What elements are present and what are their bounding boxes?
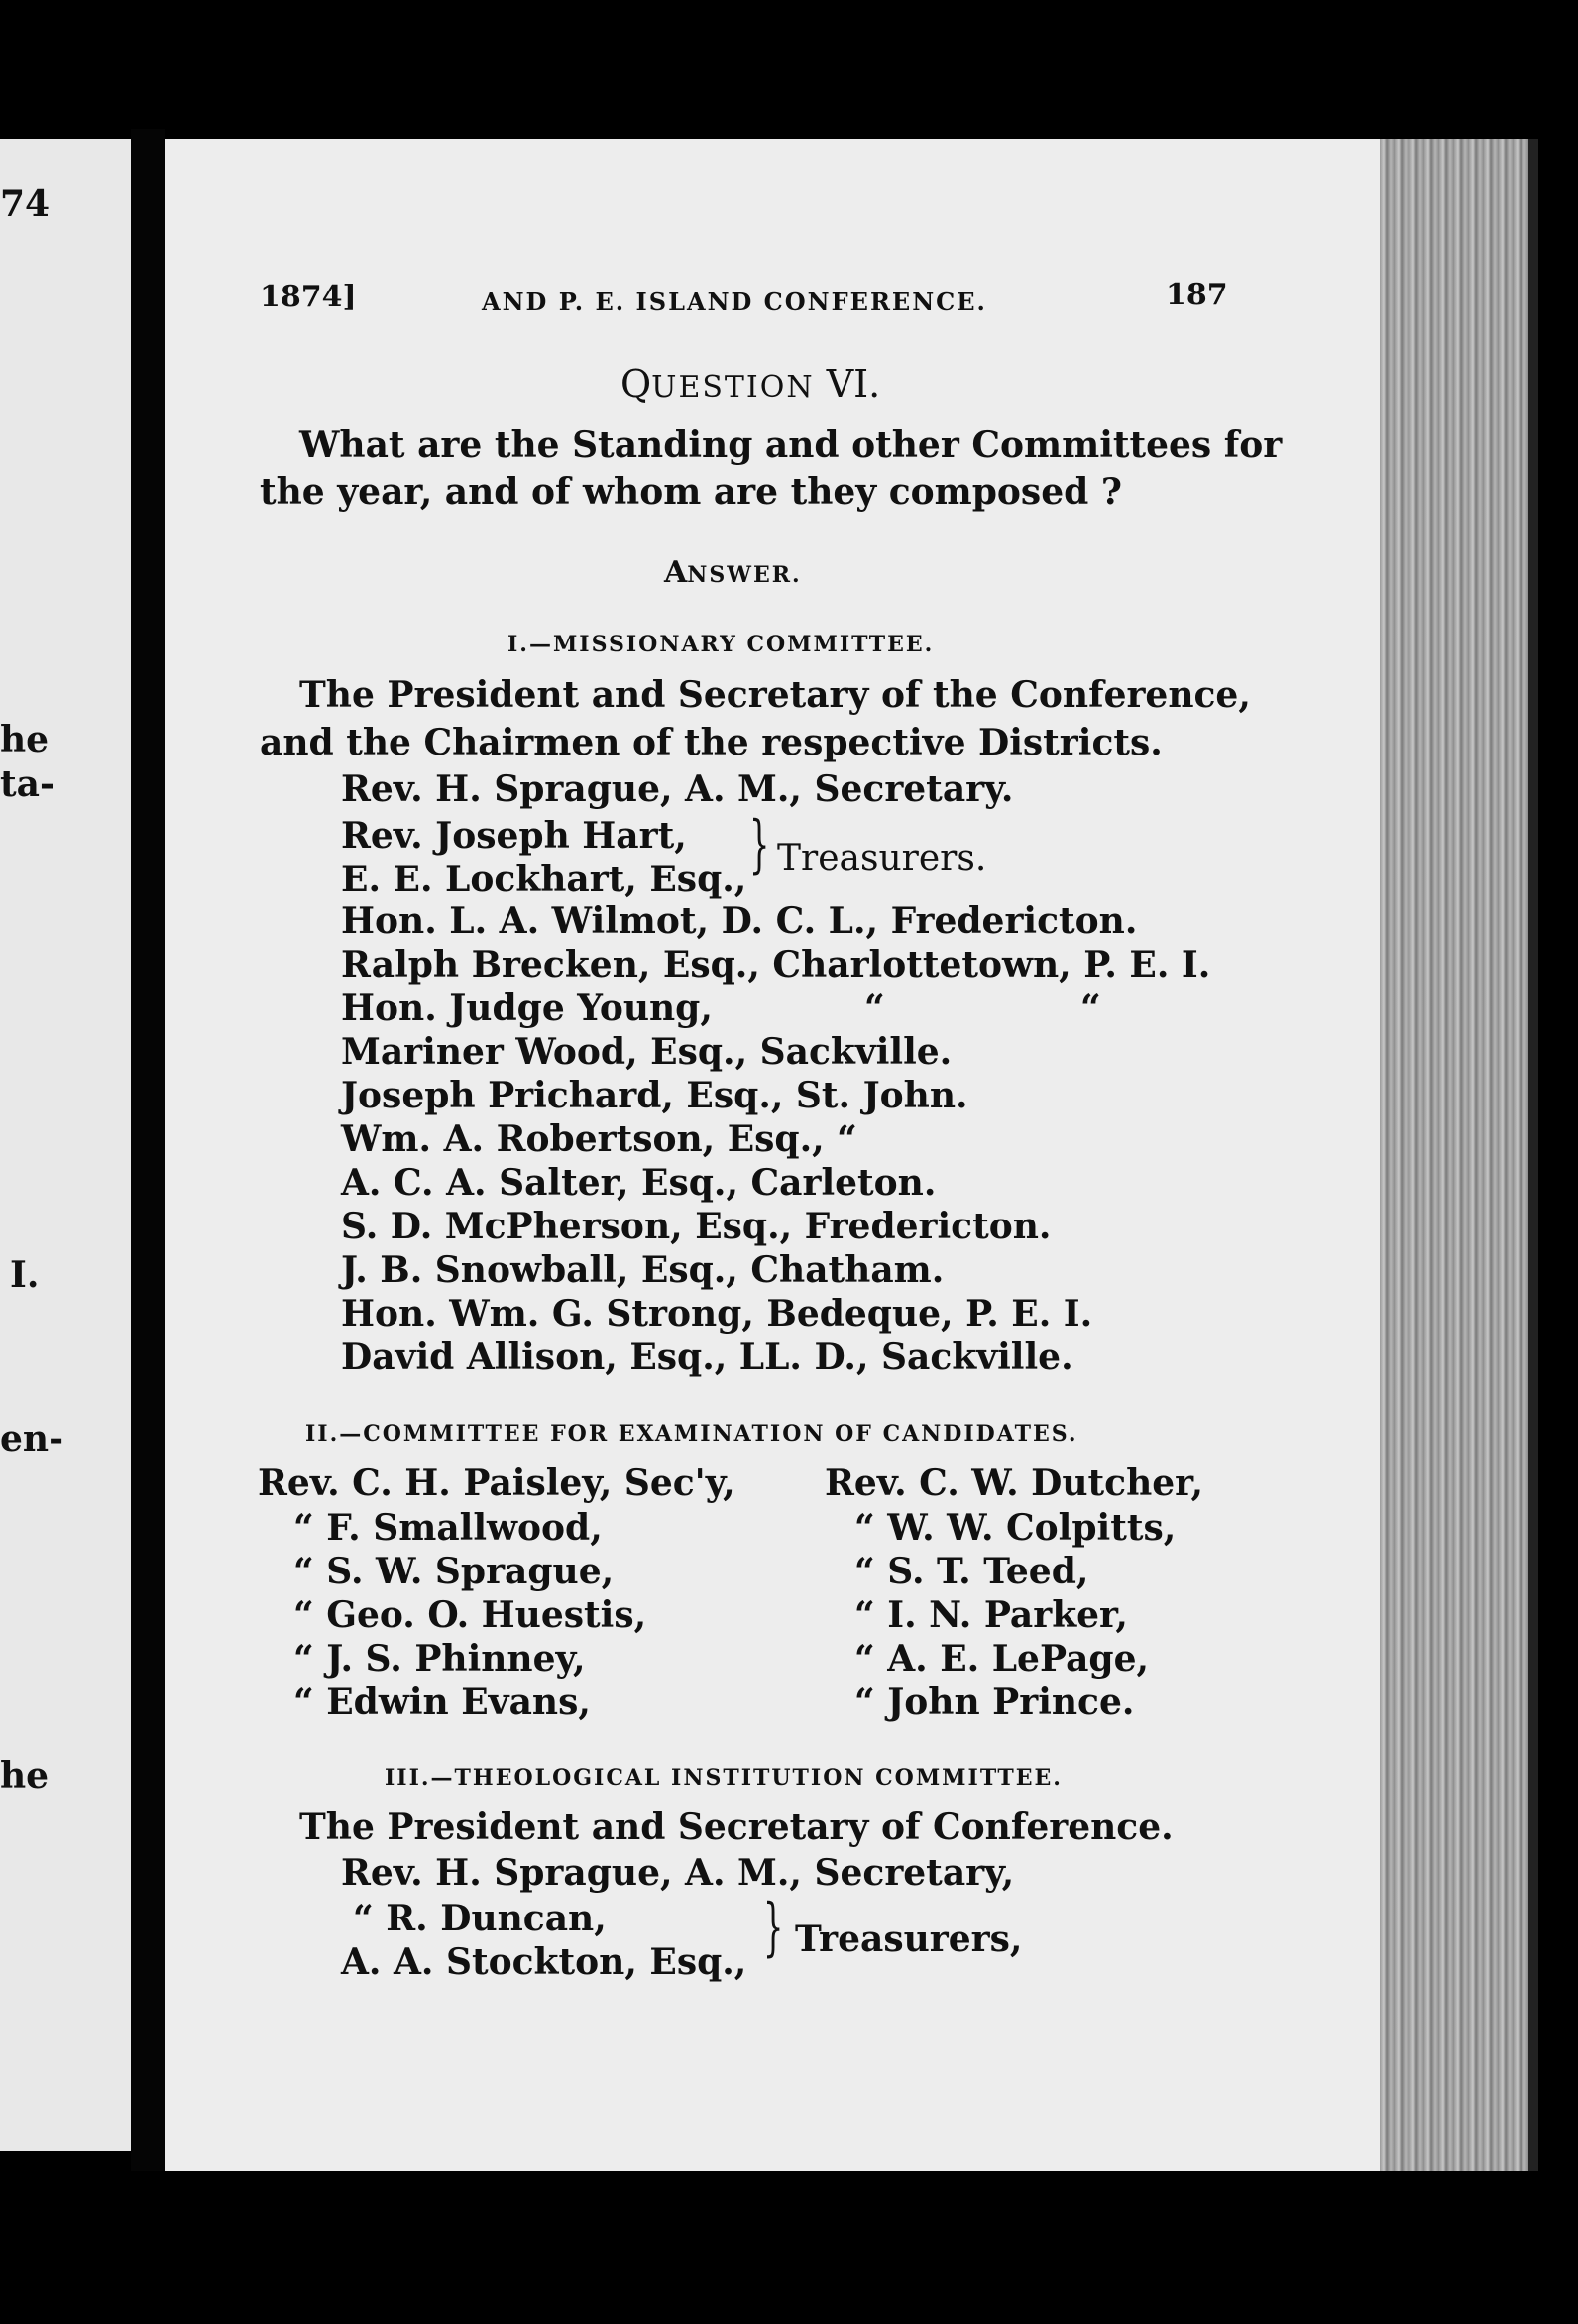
treasurers-label: Treasurers. [777,838,987,878]
exam-right-entry: “ A. E. LePage, [854,1638,1149,1680]
page-edges-shadow [1528,139,1538,2171]
member-line: S. D. McPherson, Esq., Fredericton. [341,1206,1052,1247]
exam-right-entry: “ S. T. Teed, [854,1551,1089,1592]
left-fragment: he [0,1755,50,1797]
missionary-secretary: Rev. H. Sprague, A. M., Secretary. [341,768,1014,810]
left-fragment: I. [10,1254,40,1296]
left-fragment: ta- [0,763,55,805]
ditto-mark: “ [1080,988,1101,1029]
exam-right-entry: “ John Prince. [854,1682,1135,1723]
question-text-line: the year, and of whom are they composed ? [260,471,1122,513]
question-title-small: UESTION [651,370,815,405]
member-line: Joseph Prichard, Esq., St. John. [341,1075,968,1116]
exam-right-entry: Rev. C. W. Dutcher, [825,1462,1204,1504]
missionary-intro: and the Chairmen of the respective Districts. [260,722,1163,763]
member-line: A. C. A. Salter, Esq., Carleton. [341,1162,937,1204]
brace: } [749,808,770,881]
member-line: Hon. Judge Young, [341,988,713,1029]
exam-left-entry: “ S. W. Sprague, [293,1551,615,1592]
page-number: 187 [1166,278,1228,312]
question-title [620,362,880,406]
member-line: Wm. A. Robertson, Esq., “ [341,1118,857,1160]
member-line: Ralph Brecken, Esq., Charlottetown, P. E. I. [341,944,1211,986]
section-heading-missionary: I.—MISSIONARY COMMITTEE. [507,632,935,657]
page-edges [1380,139,1528,2171]
running-year: 1874] [260,280,357,314]
book-gutter [131,129,165,2171]
member-line: J. B. Snowball, Esq., Chatham. [341,1249,945,1291]
theological-secretary: Rev. H. Sprague, A. M., Secretary, [341,1852,1015,1894]
left-page-fragment [0,139,147,2151]
brace: } [763,1891,784,1964]
answer-small: NSWER. [687,562,802,588]
section-heading-examination: II.—COMMITTEE FOR EXAMINATION OF CANDIDATES. [305,1421,1078,1447]
missionary-intro: The President and Secretary of the Conference, [299,674,1251,716]
exam-left-entry: “ J. S. Phinney, [293,1638,586,1680]
left-fragment: en- [0,1418,64,1459]
member-line: David Allison, Esq., LL. D., Sackville. [341,1336,1073,1378]
missionary-treasurer: Rev. Joseph Hart, [341,815,687,857]
answer-heading [664,555,802,590]
exam-right-entry: “ I. N. Parker, [854,1594,1128,1636]
exam-left-entry: “ Geo. O. Huestis, [293,1594,647,1636]
question-title-cap: Q [620,362,652,406]
theological-treasurer: “ R. Duncan, [353,1898,607,1939]
exam-right-entry: “ W. W. Colpitts, [854,1507,1177,1549]
exam-left-entry: “ Edwin Evans, [293,1682,591,1723]
running-title: AND P. E. ISLAND CONFERENCE. [482,288,987,316]
question-number: VI. [826,362,881,406]
member-line: Hon. L. A. Wilmot, D. C. L., Fredericton. [341,900,1138,942]
book-page [165,139,1384,2171]
missionary-treasurer: E. E. Lockhart, Esq., [341,859,747,900]
section-heading-theological: III.—THEOLOGICAL INSTITUTION COMMITTEE. [385,1765,1063,1791]
theological-treasurer: A. A. Stockton, Esq., [341,1941,747,1983]
exam-left-entry: “ F. Smallwood, [293,1507,603,1549]
treasurers-label: Treasurers, [795,1918,1023,1960]
exam-left-entry: Rev. C. H. Paisley, Sec'y, [258,1462,735,1504]
left-fragment: he [0,719,50,760]
left-fragment: 74 [0,183,51,225]
theological-intro: The President and Secretary of Conference. [299,1806,1174,1848]
question-text-line: What are the Standing and other Committees for [299,424,1283,466]
member-line: Mariner Wood, Esq., Sackville. [341,1031,953,1073]
member-line: Hon. Wm. G. Strong, Bedeque, P. E. I. [341,1293,1093,1335]
ditto-mark: “ [864,988,885,1029]
answer-cap: A [664,555,688,590]
